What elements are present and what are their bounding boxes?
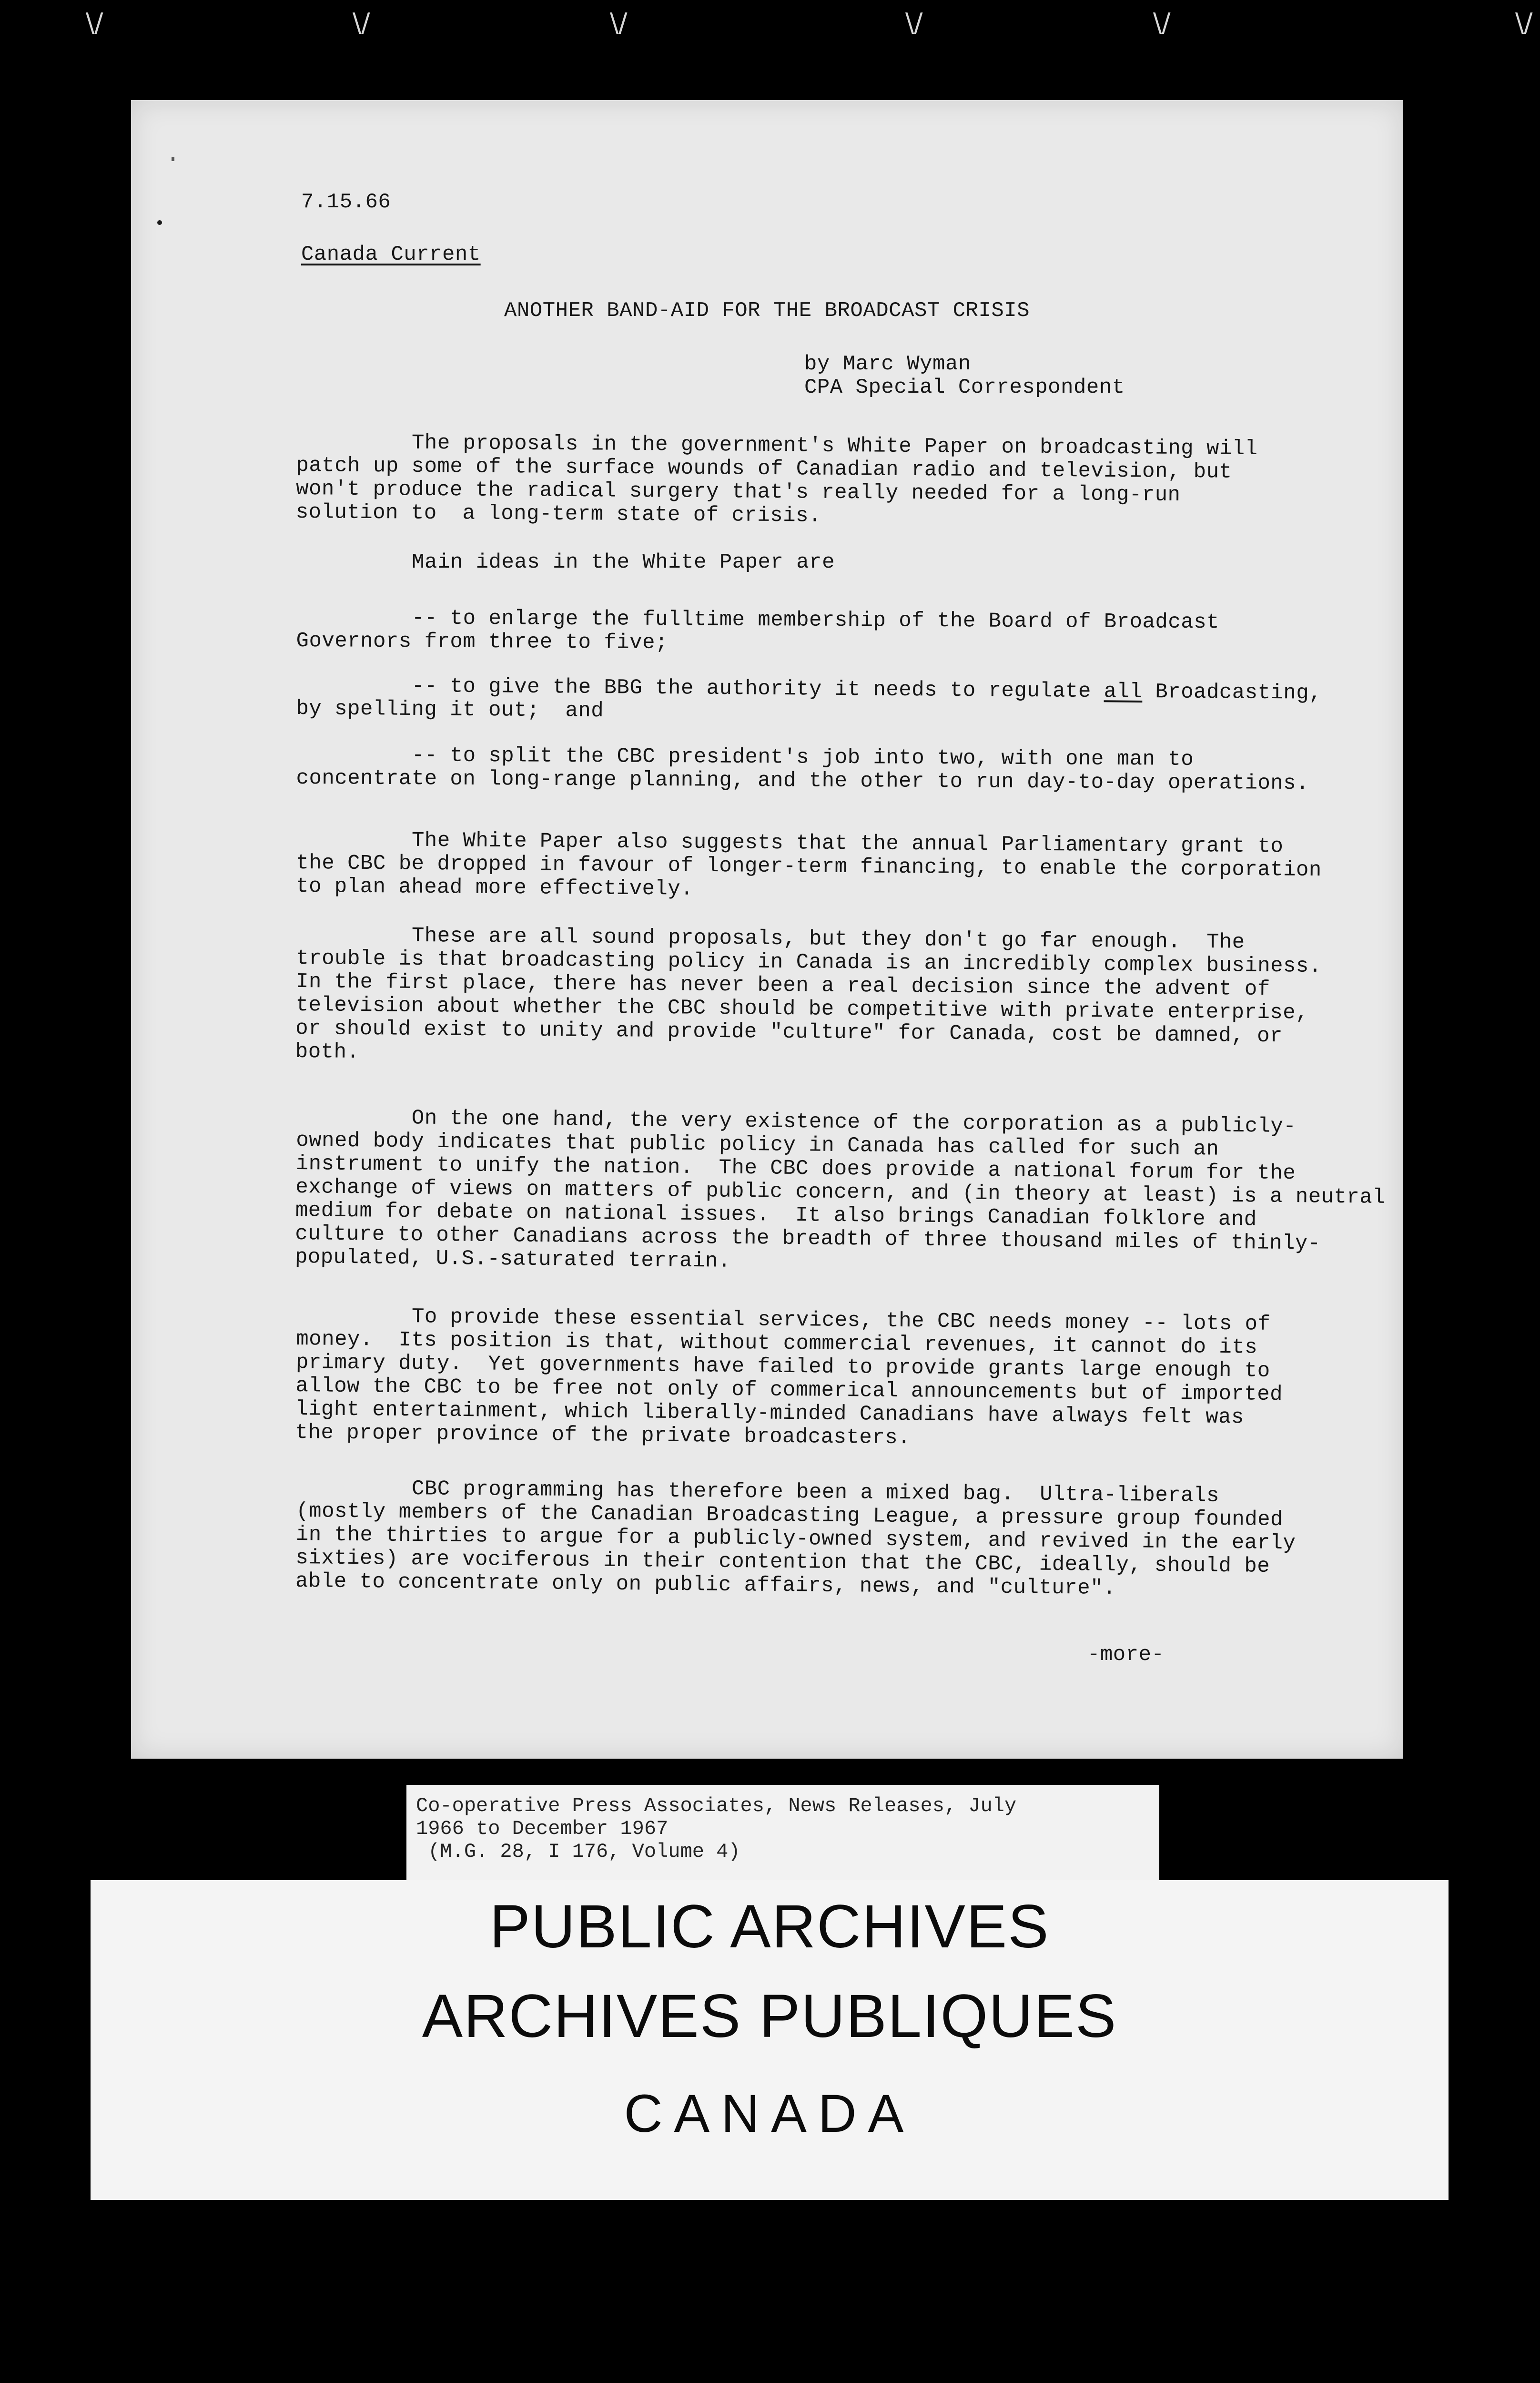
film-tick-mark: \/ [610,8,628,38]
paragraph-main-ideas: Main ideas in the White Paper are [296,550,835,574]
paragraph-national-forum: On the one hand, the very existence of the corporation as a publicly- owned body indicates that public policy in Canada has called for such an instrument to unify the nation. The CBC does provide a national forum for the exchange of views on matters of public concern, and (in theory at least) is a neutral medium for debate on national issues. It also brings Canadian folklore and culture to other Canadians across the breadth of three thousand miles of thinly- populated, U.S.-saturated terrain. [294,1105,1386,1273]
film-tick-mark: \/ [353,8,370,38]
paragraph-bullet-board: -- to enlarge the fulltime membership of the Board of Broadcast Governors from three to five; [296,606,1220,655]
paper-speck [172,157,174,161]
film-tick-mark: \/ [905,8,923,38]
film-edge-ticks [0,0,1540,48]
paragraph-bullet-bbg-end: Broadcasting, by spelling it out; and [296,680,1322,723]
film-tick-mark: \/ [1515,8,1533,38]
paragraph-intro: The proposals in the government's White Paper on broadcasting will patch up some of the surface wounds of Canadian radio and television, but won't produce the radical surgery that's really needed for a long-run solution to a long-term state of crisis. [295,430,1258,528]
stamp-line-french: ARCHIVES PUBLIQUES [422,1982,1117,2050]
paragraph-financing: The White Paper also suggests that the annual Parliamentary grant to the CBC be dropped in favour of longer-term financing, to enable the corporation to plan ahead more effectively. [295,828,1322,901]
section-title: Canada Current [301,243,481,266]
continuation-marker: -more- [1087,1643,1165,1667]
paragraph-policy-complexity: These are all sound proposals, but they don't go far enough. The trouble is that broadcasting policy in Canada is an incredibly complex business. In the first place, there has never been a real decision since the advent of television about whether the CBC should be competitive with private enterprise, or should exist to unity and provide "culture" for Canada, cost be damned, or both. [295,923,1322,1065]
archive-citation-label: Co-operative Press Associates, News Releases, July 1966 to December 1967 (M.G. 28, I 176, Volume 4) [406,1785,1159,1880]
article-headline: ANOTHER BAND-AID FOR THE BROADCAST CRISIS [504,299,1030,323]
paragraph-bullet-cbc-president: -- to split the CBC president's job into two, with one man to concentrate on long-range planning, and the other to run day-to-day operations. [296,743,1309,796]
paper-speck [157,220,162,225]
paragraph-bullet-bbg [296,674,1322,729]
paragraph-bullet-bbg-start: -- to give the BBG the authority it needs to regulate [296,673,1104,704]
stamp-line-english: PUBLIC ARCHIVES [489,1893,1050,1961]
stamp-line-country: CANADA [624,2084,915,2143]
article-byline: by Marc Wyman CPA Special Correspondent [804,352,1125,399]
film-tick-mark: \/ [86,8,103,38]
archive-stamp [91,1880,1449,2200]
paragraph-programming: CBC programming has therefore been a mixed bag. Ultra-liberals (mostly members of the Canadian Broadcasting League, a pressure group founded in the thirties to argue for a publicly-owned system, and revived in the early sixties) are vociferous in their contention that the CBC, ideally, should be able to concentrate only on public affairs, news, and "culture". [295,1476,1296,1601]
document-date: 7.15.66 [301,190,391,214]
paragraph-funding: To provide these essential services, the CBC needs money -- lots of money. Its position is that, without commercial revenues, it cannot do its primary duty. Yet governments have failed to provide grants large enough to allow the CBC to be free not only of commerical announcements but of imported light entertainment, which liberally-minded Canadians have always felt was the proper province of the private broadcasters. [295,1304,1283,1450]
emphasized-word: all [1104,680,1143,704]
film-tick-mark: \/ [1153,8,1171,38]
